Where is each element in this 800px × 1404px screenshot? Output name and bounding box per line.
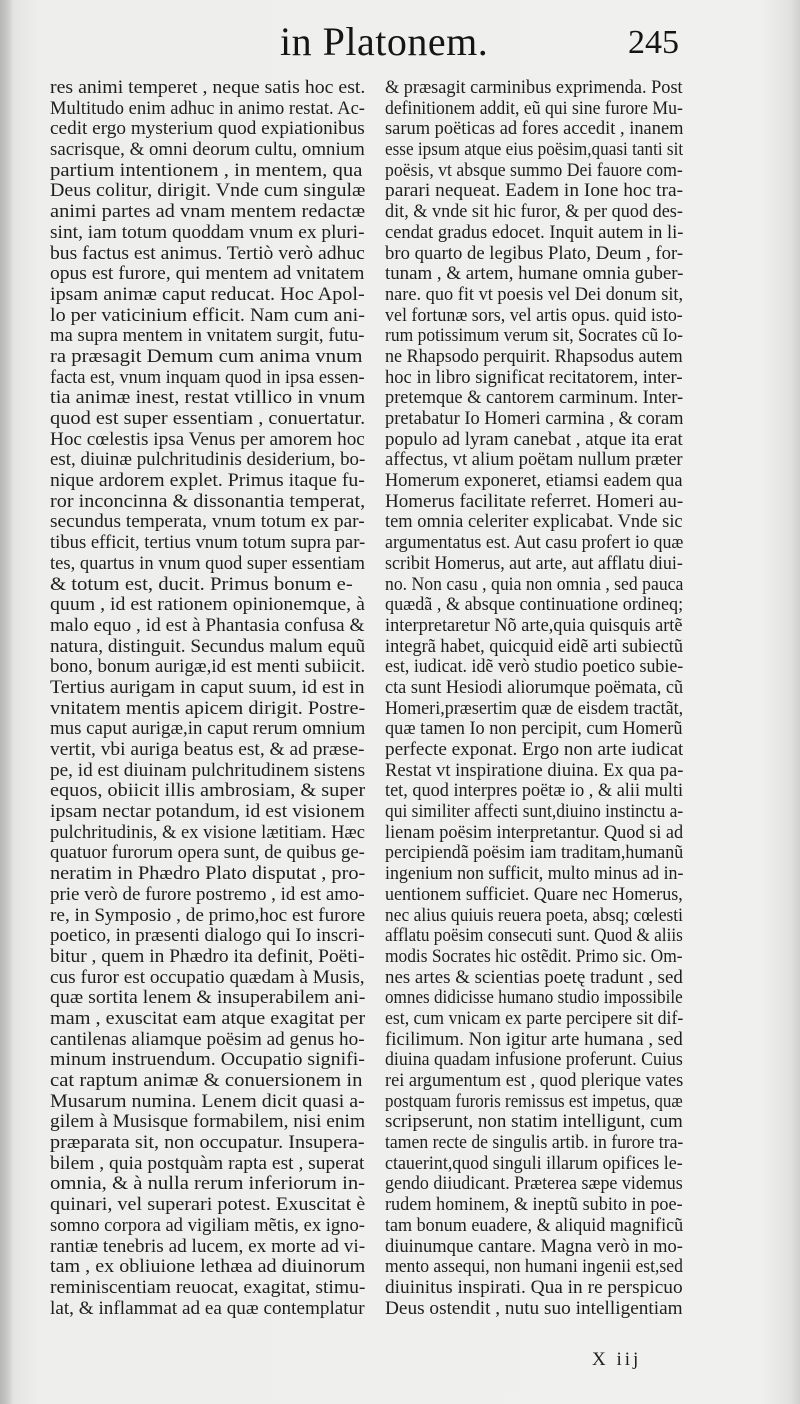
- text-line: res animi temperet , neque satis hoc est.: [50, 78, 365, 98]
- page-number: 245: [628, 24, 679, 61]
- text-line: diuinumque cantare. Magna verò in mo-: [385, 1236, 683, 1257]
- text-line: sarum poëticas ad fores accedit , inanem: [385, 119, 683, 140]
- text-line: omnia, & à nulla rerum inferiorum in-: [50, 1174, 365, 1195]
- text-line: tia animæ inest, restat vtillico in vnum: [50, 388, 365, 409]
- text-line: tam bonum euadere, & aliquid magnificũ: [385, 1215, 683, 1236]
- text-line: poësis, vt absque summo Dei fauore com-: [385, 160, 683, 181]
- text-line: quæ tamen Io non percipit, cum Homerũ: [385, 719, 683, 740]
- text-line: rei argumentum est , quod plerique vates: [385, 1071, 683, 1091]
- text-line: cat raptum animæ & conuersionem in: [50, 1071, 363, 1091]
- text-line: perfecte exponat. Ergo non arte iudicat: [385, 740, 683, 760]
- text-line: ror inconcinna & dissonantia temperat,: [50, 491, 365, 512]
- text-line: diuina quadam infusione proferunt. Cuius: [385, 1050, 683, 1071]
- text-line: secundus temperata, vnum totum ex par-: [50, 512, 365, 533]
- signature-mark: X iij: [592, 1349, 642, 1370]
- text-line: præparata sit, non occupatur. Insupera-: [50, 1133, 365, 1154]
- text-line: est, cum vnicam ex parte percipere sit dif-: [385, 1008, 683, 1029]
- text-line: bro quarto de legibus Plato, Deum , for-: [385, 243, 683, 264]
- text-line: sacrisque, & omni deorum cultu, omnium: [50, 140, 365, 161]
- text-line: scribit Homerus, aut arte, aut afflatu diui-: [385, 553, 683, 574]
- text-line: mus caput aurigæ,in caput rerum omnium: [50, 719, 365, 740]
- text-line: tam , ex obliuione lethæa ad diuinorum: [50, 1257, 365, 1278]
- text-line: mento assequi, non humani ingenii est,sed: [385, 1257, 683, 1278]
- text-line: animi partes ad vnam mentem redactæ: [50, 202, 365, 223]
- text-line: facta est, vnum inquam quod in ipsa essen-: [50, 367, 365, 388]
- right-text-column: [385, 78, 683, 1319]
- text-line: vertit, vbi auriga beatus est, & ad præse-: [50, 740, 365, 760]
- text-line: ma supra mentem in vnitatem surgit, futu-: [50, 326, 365, 347]
- text-line: & totum est, ducit. Primus bonum e-: [50, 574, 353, 595]
- text-line: rudem hominem, & ineptũ subito in poe-: [385, 1195, 683, 1216]
- text-line: hoc in libro significat recitatorem, inter-: [385, 367, 683, 388]
- text-line: malo equo , id est à Phantasia confusa &: [50, 615, 365, 636]
- text-line: ctauerint,quod singuli illarum opifices le-: [385, 1153, 683, 1174]
- text-line: Multitudo enim adhuc in animo restat. Ac-: [50, 98, 365, 119]
- text-line: cus furor est occupatio quædam à Musis,: [50, 967, 365, 988]
- text-line: pulchritudinis, & ex visione lætitiam. Hæc: [50, 822, 365, 843]
- text-line: bus factus est animus. Tertiò verò adhuc: [50, 243, 365, 264]
- text-line: modis Socrates hic ostẽdit. Primo sic. Om-: [385, 946, 683, 967]
- text-line: natura, distinguit. Secundus malum equũ: [50, 636, 365, 657]
- text-line: tibus efficit, tertius vnum totum supra par-: [50, 533, 365, 554]
- text-line: prie verò de furore postremo , id est amo-: [50, 884, 365, 905]
- text-line: sint, iam totum quoddam vnum ex pluri-: [50, 222, 365, 243]
- text-line: affectus, vt alium poëtam nullum præter: [385, 450, 683, 471]
- text-line: ne Rhapsodo perquirit. Rhapsodus autem: [385, 346, 683, 367]
- text-line: uentionem sufficiet. Quare nec Homerus,: [385, 884, 683, 905]
- text-line: percipiendã poësim iam traditam,humanũ: [385, 843, 683, 864]
- text-line: Restat vt inspiratione diuina. Ex qua pa-: [385, 760, 683, 781]
- text-line: Homerum exponeret, etiamsi eadem qua: [385, 471, 683, 492]
- text-line: minum instruendum. Occupatio signifi-: [50, 1050, 365, 1071]
- running-head: in Platonem.: [280, 19, 489, 64]
- text-line: Deus ostendit , nutu suo intelligentiam: [385, 1298, 683, 1319]
- text-line: tem omnia celeriter explicabat. Vnde sic: [385, 512, 683, 533]
- text-line: Musarum numina. Lenem dicit quasi a-: [50, 1091, 365, 1112]
- text-line: reminiscentiam reuocat, exagitat, stimu-: [50, 1277, 365, 1298]
- text-line: definitionem addit, eũ qui sine furore Mu-: [385, 98, 683, 119]
- text-line: afflatu poësim consecuti sunt. Quod & aliis: [385, 926, 683, 947]
- text-line: gilem à Musisque formabilem, nisi enim: [50, 1112, 365, 1133]
- text-line: opus est furore, qui mentem ad vnitatem: [50, 264, 365, 285]
- text-line: lienam poësim interpretantur. Quod si ad: [385, 822, 683, 843]
- text-line: neratim in Phædro Plato disputat , pro-: [50, 864, 365, 885]
- text-line: quum , id est rationem opinionemque, à: [50, 595, 365, 616]
- text-line: omnes didicisse humano studio impossibile: [385, 988, 683, 1009]
- text-line: postquam furoris remissus est impetus, quæ: [385, 1091, 683, 1112]
- text-line: scripserunt, non statim intelligunt, cum: [385, 1112, 683, 1133]
- text-line: lat, & inflammat ad ea quæ contemplatur: [50, 1298, 365, 1319]
- text-line: pretabatur Io Homeri carmina , & coram: [385, 409, 683, 429]
- text-line: ra præsagit Demum cum anima vnum: [50, 346, 363, 367]
- text-line: nes artes & scientias poetę tradunt , sed: [385, 967, 683, 988]
- text-line: tamen recte de singulis artib. in furore tra-: [385, 1133, 683, 1154]
- text-line: quod est super essentiam , conuertatur.: [50, 409, 365, 429]
- text-line: equos, obiicit illis ambrosiam, & super: [50, 781, 365, 802]
- text-line: & præsagit carminibus exprimenda. Post: [385, 78, 683, 98]
- text-line: est, iudicat. idẽ verò studio poetico subie-: [385, 657, 683, 678]
- text-line: populo ad lyram canebat , atque ita erat: [385, 429, 683, 450]
- text-line: bilem , quia postquàm rapta est , superat: [50, 1153, 365, 1174]
- text-line: nare. quo fit vt poesis vel Dei donum sit,: [385, 284, 683, 305]
- text-line: somno corpora ad vigiliam mẽtis, ex igno-: [50, 1215, 365, 1236]
- text-line: tes, quartus in vnum quod super essentiam: [50, 553, 365, 574]
- text-line: esse ipsum atque eius poësim,quasi tanti sit: [385, 140, 683, 161]
- text-line: quatuor furorum opera sunt, de quibus ge-: [50, 843, 365, 864]
- text-line: qui similiter affecti sunt,diuino instinctu a-: [385, 802, 683, 823]
- text-line: nique ardorem explet. Primus itaque fu-: [50, 471, 365, 492]
- text-line: mam , exuscitat eam atque exagitat per: [50, 1008, 365, 1029]
- text-line: integrã habet, quicquid eidẽ arti subiectũ: [385, 636, 683, 657]
- text-line: Deus colitur, dirigit. Vnde cum singulæ: [50, 181, 365, 202]
- text-line: dit, & vnde sit hic furor, & per quod des-: [385, 202, 683, 223]
- text-line: cantilenas aliamque poësim ad genus ho-: [50, 1029, 365, 1050]
- text-line: Hoc cœlestis ipsa Venus per amorem hoc: [50, 429, 365, 450]
- text-line: bitur , quem in Phædro ita definit, Poëti-: [50, 946, 365, 967]
- text-line: no. Non casu , quia non omnia , sed pauca: [385, 574, 683, 595]
- text-line: pe, id est diuinam pulchritudinem sistens: [50, 760, 365, 781]
- text-line: rantiæ tenebris ad lucem, ex morte ad vi-: [50, 1236, 365, 1257]
- text-line: ingenium non sufficit, multo minus ad in-: [385, 864, 683, 885]
- text-line: cta sunt Hesiodi aliorumque poëmata, cũ: [385, 677, 683, 698]
- text-line: est, diuinæ pulchritudinis desiderium, bo-: [50, 450, 365, 471]
- text-line: re, in Symposio , de primo,hoc est furore: [50, 905, 365, 926]
- text-line: pretemque & cantorem carminum. Inter-: [385, 388, 683, 409]
- text-line: ficilimum. Non igitur arte humana , sed: [385, 1029, 683, 1050]
- text-line: gendo diiudicant. Præterea sæpe videmus: [385, 1174, 683, 1195]
- text-line: argumentatus est. Aut casu profert io quæ: [385, 533, 683, 554]
- text-line: lo per vaticinium efficit. Nam cum ani-: [50, 305, 365, 326]
- text-line: diuinitus inspirati. Qua in re perspicuo: [385, 1277, 683, 1298]
- text-line: quinari, vel superari potest. Exuscitat è: [50, 1195, 365, 1216]
- text-line: vnitatem mentis apicem dirigit. Postre-: [50, 698, 365, 719]
- text-line: tet, quod interpres poëtæ io , & alii multi: [385, 781, 683, 802]
- text-line: quædã , & absque continuatione ordineq;: [385, 595, 683, 616]
- text-line: bono, bonum aurigæ,id est menti subiicit.: [50, 657, 365, 678]
- text-line: tunam , & artem, humane omnia guber-: [385, 264, 683, 285]
- text-line: ipsam animæ caput reducat. Hoc Apol-: [50, 284, 365, 305]
- text-line: cendat gradus edocet. Inquit autem in li-: [385, 222, 683, 243]
- text-line: quæ sortita lenem & insuperabilem ani-: [50, 988, 365, 1009]
- text-line: Tertius aurigam in caput suum, id est in: [50, 677, 365, 698]
- text-line: parari nequeat. Eadem in Ione hoc tra-: [385, 181, 683, 202]
- text-line: poetico, in præsenti dialogo qui Io inscri-: [50, 926, 365, 947]
- text-line: vel fortunæ sors, vel artis opus. quid isto-: [385, 305, 683, 326]
- text-line: ipsam nectar potandum, id est visionem: [50, 802, 365, 823]
- binding-shadow: [0, 0, 14, 1404]
- text-line: Homerus facilitate referret. Homeri au-: [385, 491, 683, 512]
- text-line: rum potissimum verum sit, Socrates cũ Io-: [385, 326, 683, 347]
- text-line: nec alius quiuis reuera poeta, absq; cœlesti: [385, 905, 683, 926]
- text-line: cedit ergo mysterium quod expiationibus: [50, 119, 365, 140]
- left-text-column: [50, 78, 365, 1319]
- text-line: interpretaretur Nõ arte,quia quisquis artẽ: [385, 615, 683, 636]
- text-line: partium intentionem , in mentem, qua: [50, 160, 363, 181]
- text-line: Homeri,præsertim quæ de eisdem tractãt,: [385, 698, 683, 719]
